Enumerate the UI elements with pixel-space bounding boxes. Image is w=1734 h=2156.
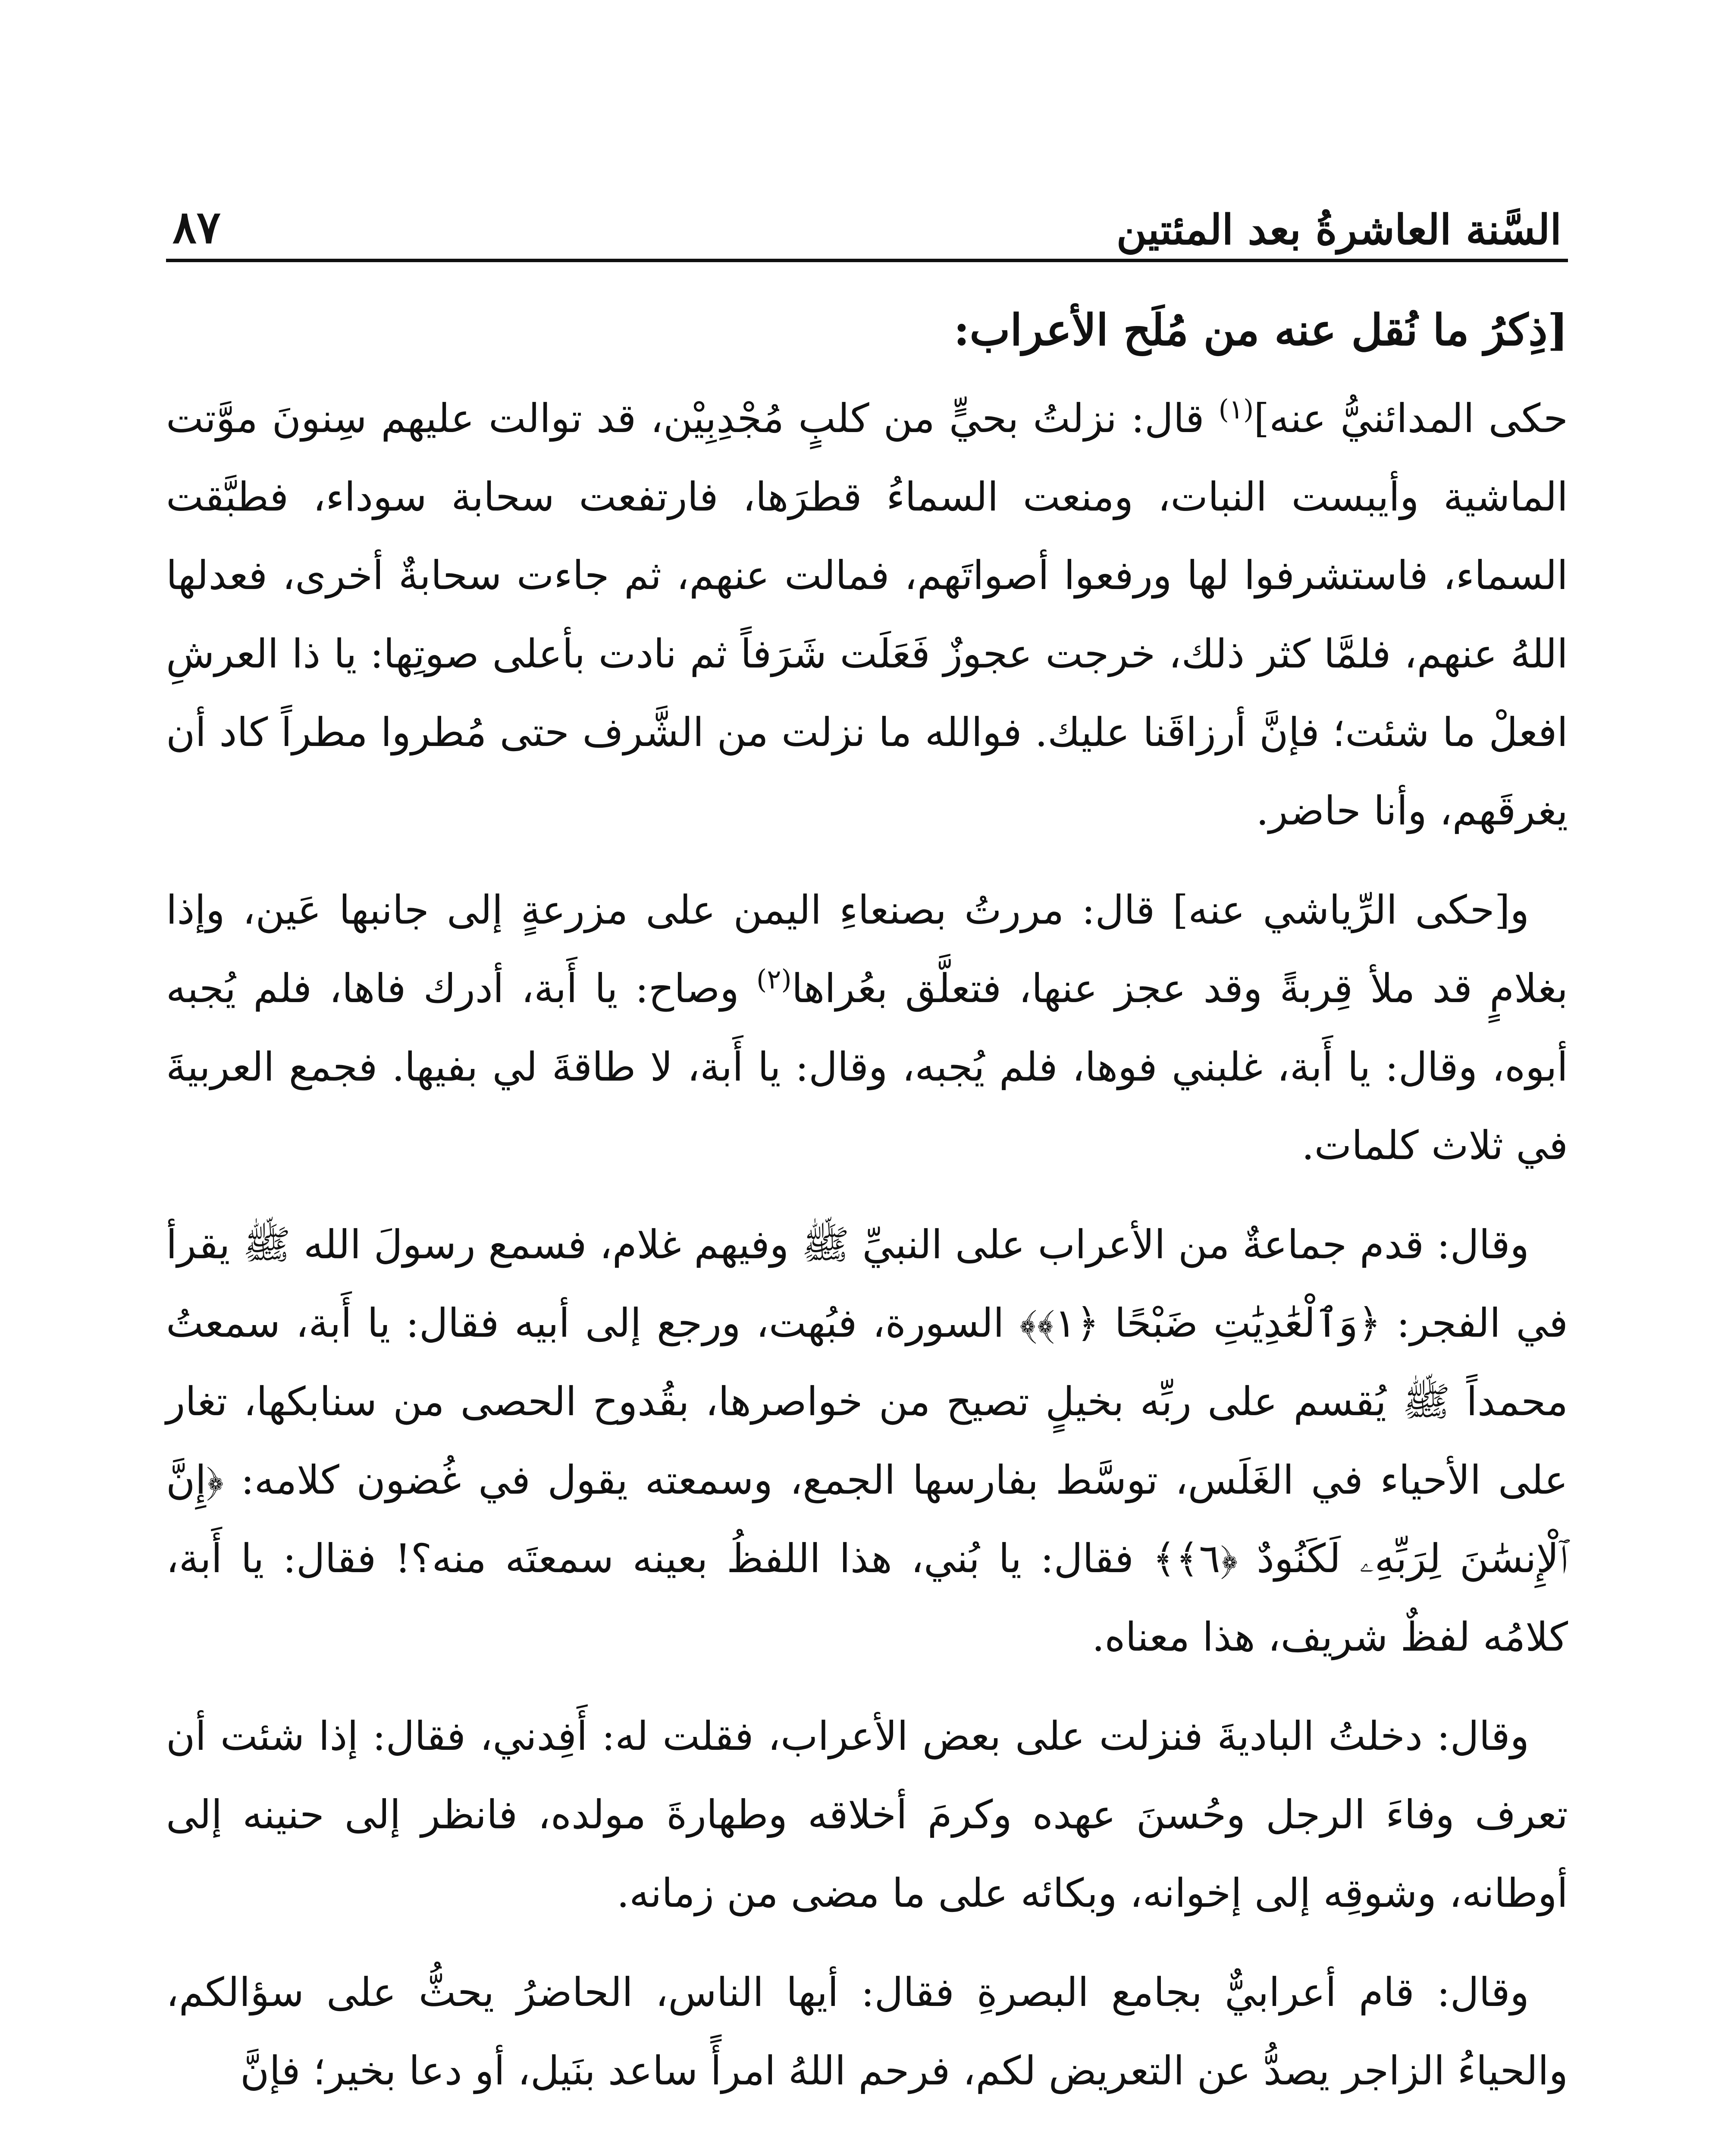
paragraph: وقال: دخلتُ الباديةَ فنزلت على بعض الأعراب، فقلت له: أَفِدني، فقال: إذا شئت أن تعرف وفاءَ الرجل وحُسنَ عهده وكرمَ أخلاقه وطهارةَ مولده، فانظر إلى حنينه إلى أوطانه، وشوقِه إلى إخوانه، وبكائه على ما مضى من زمانه.: [166, 1713, 1568, 1916]
header-divider: [166, 259, 1568, 262]
main-text: [166, 280, 1568, 2131]
paragraph: [166, 871, 1568, 1185]
section-heading: [ذِكرُ ما نُقل عنه من مُلَح الأعراب:: [953, 304, 1568, 355]
paragraph: وقال: قدم جماعةٌ من الأعراب على النبيِّ ﷺ وفيهم غلام، فسمع رسولَ الله ﷺ يقرأ في الفجر: ﴿وَٱلْعَٰدِيَٰتِ ضَبْحًا ﴿١﴾﴾ السورة، فبُهت، ورجع إلى أبيه فقال: يا أَبة، سمعتُ محمداً ﷺ يُقسم على ربِّه بخيلٍ تصيح من خواصرها، بقُدوح الحصى من سنابكها، تغار على الأحياء في الغَلَس، توسَّط بفارسها الجمع، وسمعته يقول في غُضون كلامه: ﴿إِنَّ ٱلْإِنسَٰنَ لِرَبِّهِۦ لَكَنُودٌ ﴿٦﴾﴾ فقال: يا بُني، هذا اللفظُ بعينه سمعتَه منه؟! فقال: يا أَبة، كلامُه لفظٌ شريف، هذا معناه.: [166, 1222, 1568, 1660]
running-title: السَّنة العاشرةُ بعد المئتين: [1116, 205, 1562, 254]
paragraph: وقال: قام أعرابيٌّ بجامع البصرةِ فقال: أيها الناس، الحاضرُ يحثُّ على سؤالكم، والحياءُ الزاجر يصدُّ عن التعريض لكم، فرحم اللهُ امرأً ساعد بنَيل، أو دعا بخير؛ فإنَّ: [166, 1969, 1568, 2094]
footnote-ref: (١): [1218, 393, 1254, 425]
paragraph-text: وصاح: يا أَبة، أدرك فاها، فلم يُجبه أبوه، وقال: يا أَبة، غلبني فوها، فلم يُجبه، وقال: يا أَبة، لا طاقةَ لي بفيها. فجمع العربيةَ في ثلاث كلمات.: [166, 965, 1568, 1169]
page-number: ٨٧: [172, 201, 221, 254]
paragraph: [166, 379, 1568, 850]
paragraph-text: و[حكى الرِّياشي عنه] قال: مررتُ بصنعاءِ اليمن على مزرعةٍ إلى جانبها عَين، وإذا بغلامٍ قد ملأ قِربةً وقد عجز عنها، فتعلَّق بعُراها: [166, 887, 1568, 1012]
paragraph-text: حكى المدائنيُّ عنه]: [1254, 395, 1568, 442]
footnote-ref: (٢): [756, 963, 792, 995]
paragraph-text: قال: نزلتُ بحيٍّ من كلبٍ مُجْدِبِيْن، قد توالت عليهم سِنونَ موَّتت الماشية وأيبست النبات، ومنعت السماءُ قطرَها، فارتفعت سحابة سوداء، فطبَّقت السماء، فاستشرفوا لها ورفعوا أصواتَهم، فمالت عنهم، ثم جاءت سحابةٌ أخرى، فعدلها اللهُ عنهم، فلمَّا كثر ذلك، خرجت عجوزٌ فَعَلَت شَرَفاً ثم نادت بأعلى صوتِها: يا ذا العرشِ افعلْ ما شئت؛ فإنَّ أرزاقَنا عليك. فوالله ما نزلت من الشَّرف حتى مُطروا مطراً كاد أن يغرقَهم، وأنا حاضر.: [166, 395, 1568, 834]
page-header: [172, 168, 1562, 254]
